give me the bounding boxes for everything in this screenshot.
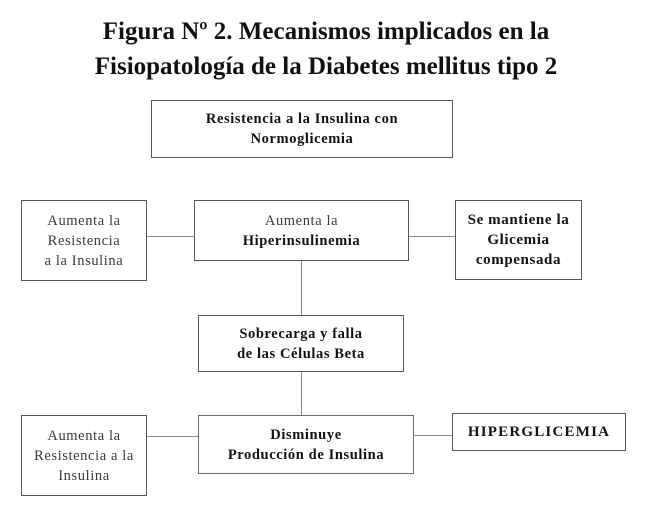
node-text: Disminuye: [270, 426, 342, 443]
node-text: Resistencia a la Insulina con: [205, 111, 399, 127]
node-hiperinsulinemia: [194, 200, 409, 261]
connector-disminuye-to-hiperglicemia: [414, 435, 452, 436]
node-resistencia-insulina-normoglicemia: [151, 100, 453, 158]
node-text: a la Insulina: [44, 252, 124, 269]
connector-hiperinsulinemia-to-glicemia-compensada: [409, 236, 455, 237]
node-text: Hiperinsulinemia: [242, 232, 361, 249]
connector-aumenta-resistencia-2-to-disminuye: [147, 436, 198, 437]
node-text: Normoglicemia: [250, 131, 354, 147]
node-text: Producción de Insulina: [227, 446, 385, 463]
node-aumenta-resistencia-2: [21, 415, 147, 496]
node-text: Se mantiene la: [467, 212, 570, 228]
node-text: Resistencia: [47, 232, 121, 249]
node-text: HIPERGLICEMIA: [467, 424, 611, 440]
node-text: Resistencia a la: [34, 447, 134, 464]
node-sobrecarga-celulas-beta: [198, 315, 404, 372]
node-text: de las Células Beta: [237, 345, 365, 362]
node-text: Aumenta la: [264, 212, 339, 229]
figure-title-line-1: Figura Nº 2. Mecanismos implicados en la: [102, 18, 550, 45]
node-text: Glicemia: [487, 232, 550, 248]
node-hiperglicemia: [452, 413, 626, 451]
node-text: Aumenta la: [47, 212, 121, 229]
node-text: Aumenta la: [47, 427, 121, 444]
node-disminuye-produccion-insulina: [198, 415, 414, 474]
connector-aumenta-resistencia-1-to-hiperinsulinemia: [147, 236, 194, 237]
figure-title-line-2: Fisiopatología de la Diabetes mellitus tipo 2: [94, 53, 558, 80]
connector-hiperinsulinemia-to-sobrecarga: [301, 261, 302, 315]
node-text: Insulina: [58, 467, 110, 484]
connector-sobrecarga-to-disminuye: [301, 372, 302, 415]
node-aumenta-resistencia-1: [21, 200, 147, 281]
node-glicemia-compensada: [455, 200, 582, 280]
node-text: compensada: [475, 252, 562, 268]
node-text: Sobrecarga y falla: [239, 325, 363, 342]
